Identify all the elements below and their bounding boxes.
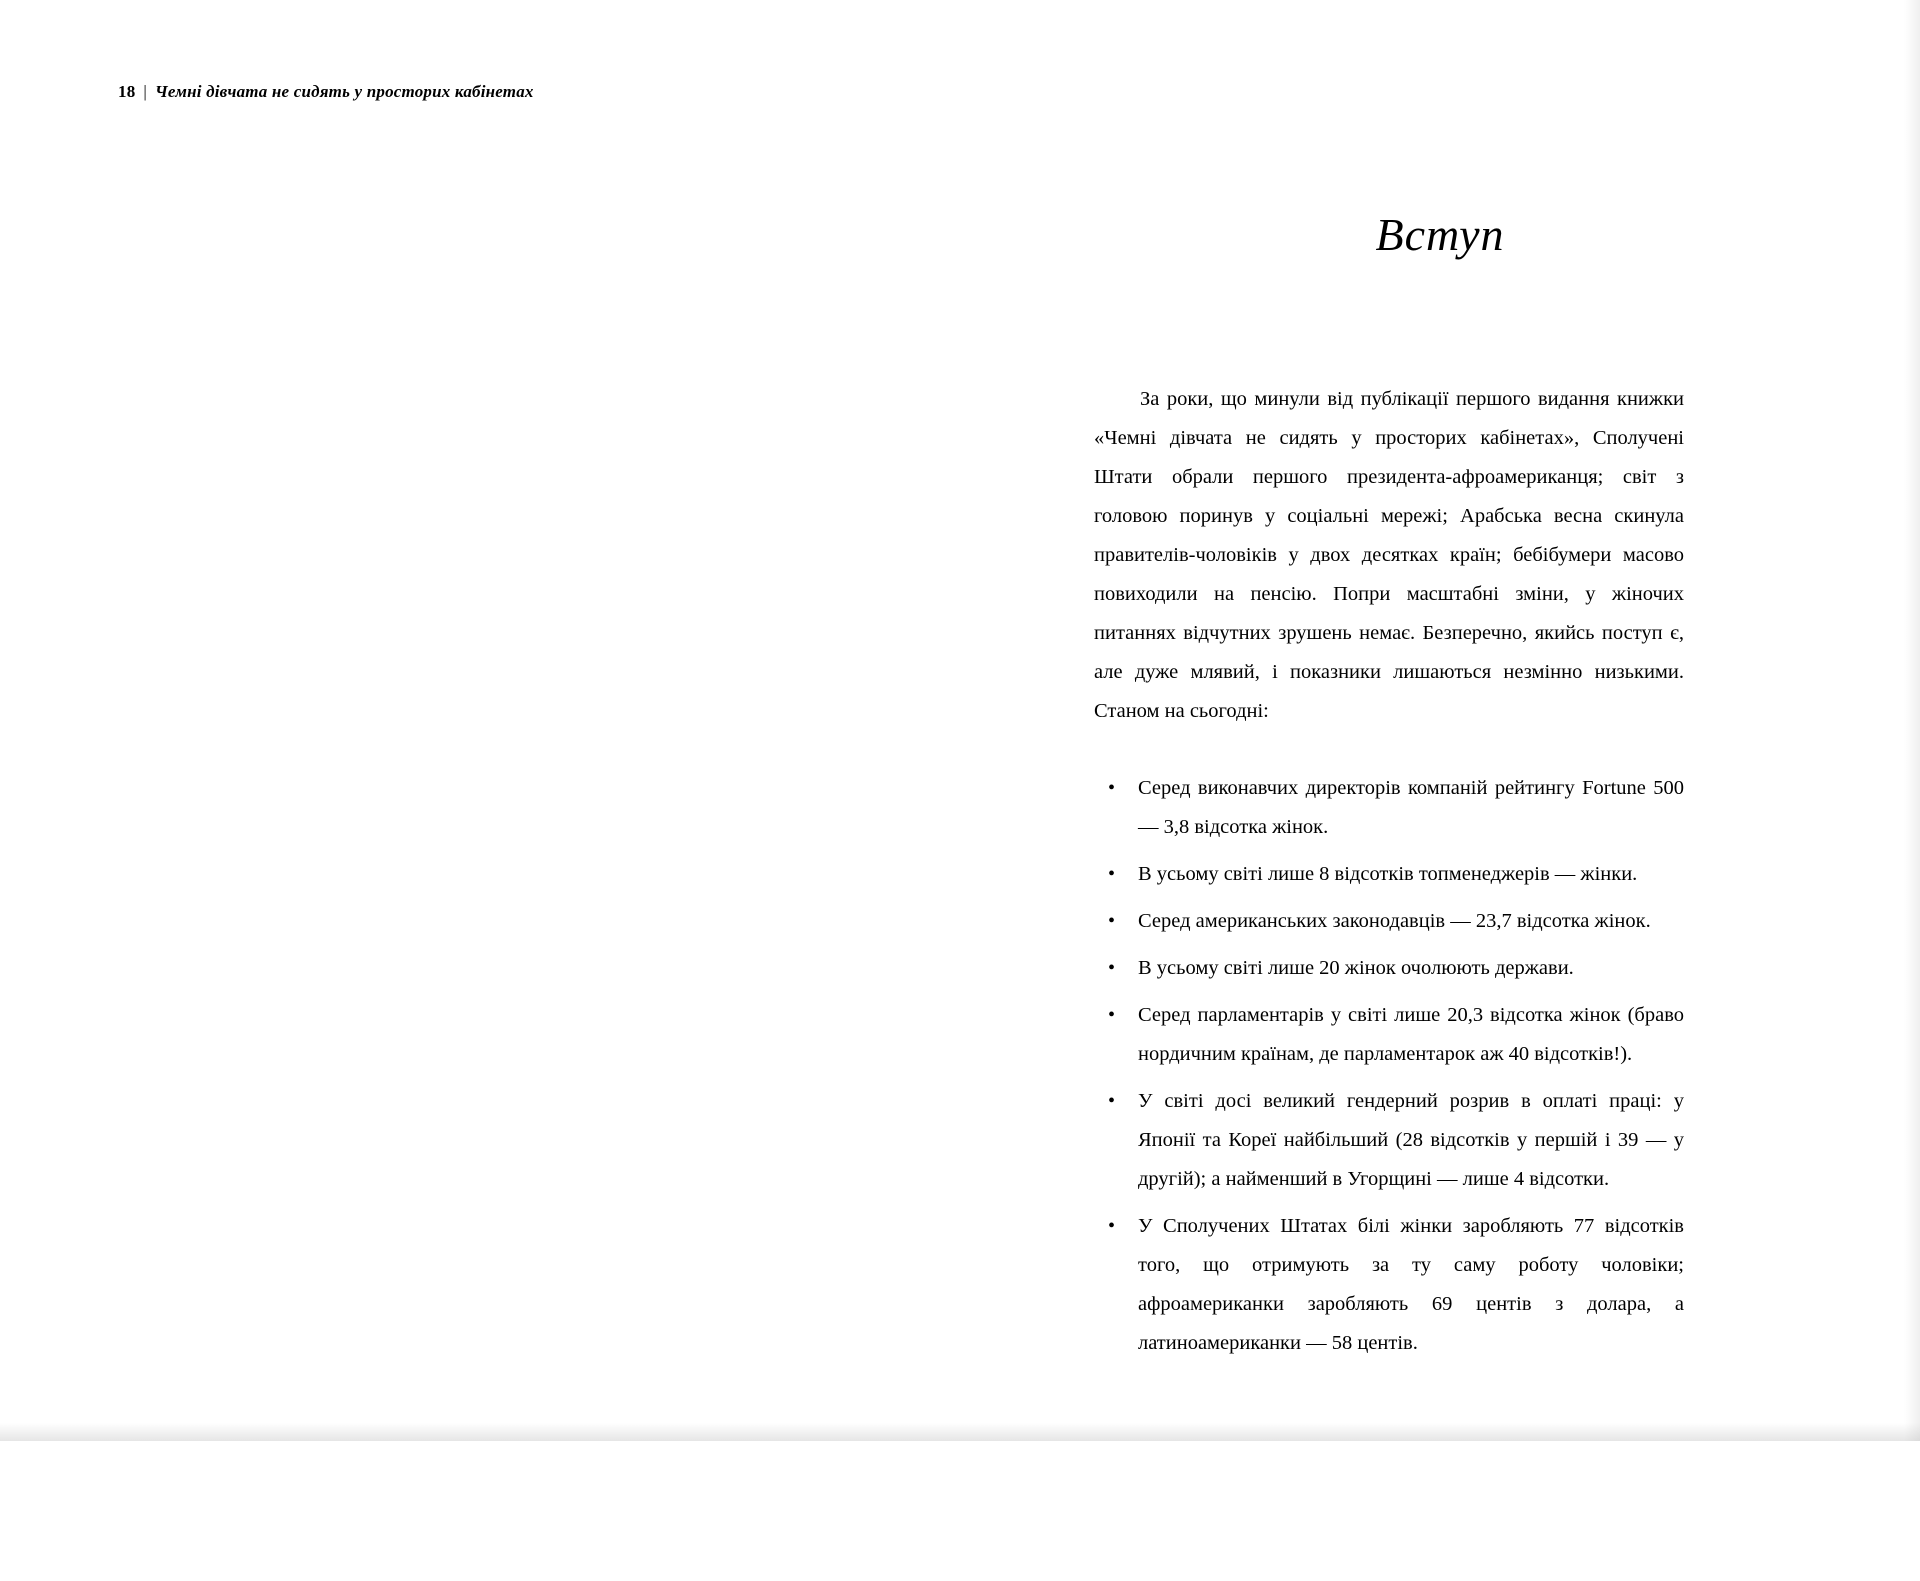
bullet-icon: • <box>1108 910 1116 932</box>
list-item <box>1094 1082 1684 1199</box>
running-head-separator: | <box>143 82 148 101</box>
bullet-icon: • <box>1108 1090 1116 1112</box>
running-head <box>118 82 534 102</box>
chapter-title: Вступ <box>1375 209 1505 260</box>
list-item-text: В усьому світі лише 8 відсотків топменеджерів — жінки. <box>1138 863 1638 885</box>
toc-entry[interactable] <box>152 911 832 952</box>
list-item-text: Серед виконавчих директорів компаній рейтингу Fortune 500 — 3,8 відсотка жінок. <box>1138 777 1684 838</box>
list-item-text: В усьому світі лише 20 жінок очолюють держави. <box>1138 957 1574 979</box>
page-folio: 18 <box>118 82 136 101</box>
bullet-icon: • <box>1108 1004 1116 1026</box>
list-item <box>1094 902 1684 941</box>
list-item <box>1094 996 1684 1074</box>
statistics-bullet-list <box>1094 769 1684 1363</box>
list-item-text: У Сполучених Штатах білі жінки заробляють 77 відсотків того, що отримують за ту саму роботу чоловіки; афроамериканки заробляють 69 центів з долара, а латиноамериканки — 58 центів. <box>1138 1215 1684 1354</box>
list-item <box>1094 855 1684 894</box>
bullet-icon: • <box>1108 863 1116 885</box>
list-item <box>1094 769 1684 847</box>
right-page <box>960 0 1920 1441</box>
bullet-icon: • <box>1108 1215 1116 1237</box>
running-head-title: Чемні дівчата не сидять у просторих кабінетах <box>155 82 534 101</box>
intro-paragraph: За роки, що минули від публікації першого видання книжки «Чемні дівчата не сидять у просторих кабінетах», Сполучені Штати обрали першого президента-афроамериканця; світ з головою поринув у соціальні мережі; Арабська весна скинула правителів-чоловіків у двох десятках країн; бебібумери масово повиходили на пенсію. Попри масштабні зміни, у жіночих питаннях відчутних зрушень немає. Безперечно, якийсь поступ є, але дуже млявий, і показники лишаються незмінно низькими. Станом на сьогодні: <box>1094 388 1684 722</box>
list-item-text: Серед парламентарів у світі лише 20,3 відсотка жінок (браво нордичним країнам, де парламентарок аж 40 відсотків!). <box>1138 1004 1684 1065</box>
left-page <box>0 0 960 1441</box>
bullet-icon: • <box>1108 777 1116 799</box>
list-item-text: Серед американських законодавців — 23,7 відсотка жінок. <box>1138 910 1651 932</box>
table-of-contents <box>152 140 832 952</box>
list-item-text: У світі досі великий гендерний розрив в оплаті праці: у Японії та Кореї найбільший (28 відсотків у першій і 39 — у другій); а найменший в Угорщині — лише 4 відсотки. <box>1138 1090 1684 1190</box>
body-column <box>1094 380 1684 1371</box>
bullet-icon: • <box>1108 957 1116 979</box>
list-item <box>1094 949 1684 988</box>
toc-back-matter-list <box>152 790 832 952</box>
list-item <box>1094 1207 1684 1363</box>
